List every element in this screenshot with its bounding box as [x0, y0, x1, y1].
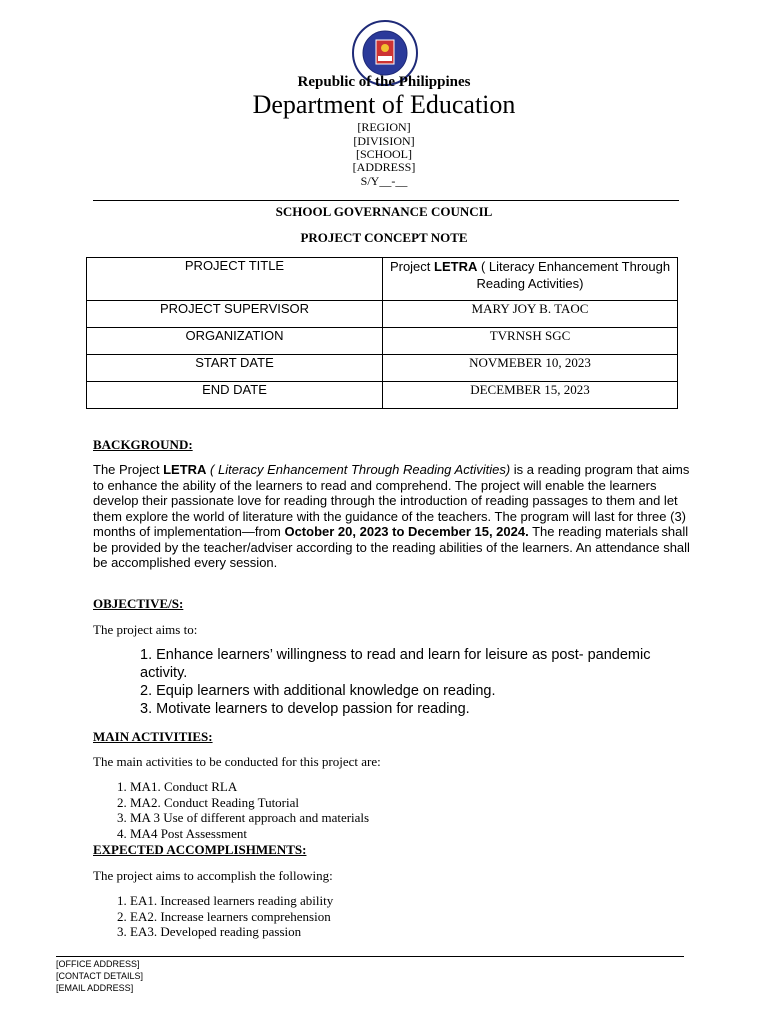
row-label: PROJECT TITLE: [87, 258, 383, 301]
bg-project-fullname: ( Literacy Enhancement Through Reading Activities): [206, 462, 511, 477]
school-placeholder: [SCHOOL]: [356, 147, 412, 161]
row-value: NOVMEBER 10, 2023: [383, 355, 678, 382]
concept-note-title: PROJECT CONCEPT NOTE: [300, 230, 468, 245]
project-info-table: [86, 257, 678, 409]
bg-dates: October 20, 2023 to December 15, 2024.: [284, 524, 529, 539]
table-row: [87, 382, 678, 409]
objective-item: 2. Equip learners with additional knowledge on reading.: [140, 683, 496, 699]
region-placeholder: [REGION]: [357, 120, 411, 134]
footer-email-address: [EMAIL ADDRESS]: [56, 983, 134, 993]
table-row: [87, 301, 678, 328]
row-label: START DATE: [87, 355, 383, 382]
list-item: 2. EA2. Increase learners comprehension: [117, 909, 331, 924]
background-heading: BACKGROUND:: [93, 437, 193, 452]
bg-text-3: The reading materials shall be provided by the teacher/adviser according to the reading abilities of the learners. An attendance shall be accomplished every session.: [93, 524, 690, 570]
main-activities-intro: The main activities to be conducted for this project are:: [93, 754, 381, 769]
expected-intro: The project aims to accomplish the following:: [93, 868, 333, 883]
bg-project-name: LETRA: [163, 462, 207, 477]
school-year-placeholder: S/Y__-__: [360, 174, 408, 188]
row-value: TVRNSH SGC: [383, 328, 678, 355]
background-paragraph: [93, 462, 693, 571]
list-item: 1. MA1. Conduct RLA: [117, 779, 238, 794]
objective-item: 1. Enhance learners’ willingness to read and learn for leisure as post- pandemic activity.: [140, 647, 651, 681]
footer-divider: [56, 956, 684, 957]
footer-contact-details: [CONTACT DETAILS]: [56, 971, 144, 981]
address-placeholder: [ADDRESS]: [352, 160, 416, 174]
list-item: 3. EA3. Developed reading passion: [117, 924, 302, 939]
row-label: PROJECT SUPERVISOR: [87, 301, 383, 328]
list-item: 1. EA1. Increased learners reading ability: [117, 893, 334, 908]
table-row: [87, 328, 678, 355]
project-title-bold: LETRA: [434, 259, 478, 274]
main-activities-heading: MAIN ACTIVITIES:: [93, 729, 213, 744]
bg-text-1: The Project: [93, 462, 164, 477]
header-divider: [93, 200, 679, 201]
objective-item: 3. Motivate learners to develop passion for reading.: [140, 701, 470, 717]
council-heading: SCHOOL GOVERNANCE COUNCIL: [275, 204, 493, 219]
row-value: DECEMBER 15, 2023: [383, 382, 678, 409]
list-item: 3. MA 3 Use of different approach and materials: [117, 810, 370, 825]
list-item: 2. MA2. Conduct Reading Tutorial: [117, 795, 300, 810]
row-label: ORGANIZATION: [87, 328, 383, 355]
project-title-suffix: ( Literacy Enhancement Through Reading Activities): [476, 259, 671, 291]
division-placeholder: [DIVISION]: [353, 134, 415, 148]
footer-office-address: [OFFICE ADDRESS]: [56, 959, 140, 969]
bg-text-2: is a reading program that aims to enhance the ability of the learners to read and comprehend. The project will enable the learners develop their passionate love for reading through the introduction of reading passages to them and let them explore the world of literature with the guidance of the teachers. The program will last for three (3) months of implementation—from: [93, 462, 690, 539]
list-item: 4. MA4 Post Assessment: [117, 826, 248, 841]
project-title-prefix: Project: [389, 259, 435, 274]
department-title: Department of Education: [252, 90, 516, 119]
table-row: [87, 258, 678, 301]
objectives-intro: The project aims to:: [93, 622, 198, 637]
republic-title: Republic of the Philippines: [297, 74, 471, 90]
table-row: [87, 355, 678, 382]
row-value: MARY JOY B. TAOC: [383, 301, 678, 328]
row-label: END DATE: [87, 382, 383, 409]
row-value: [383, 258, 678, 301]
expected-heading: EXPECTED ACCOMPLISHMENTS:: [93, 842, 307, 857]
objectives-heading: OBJECTIVE/S:: [93, 596, 184, 611]
